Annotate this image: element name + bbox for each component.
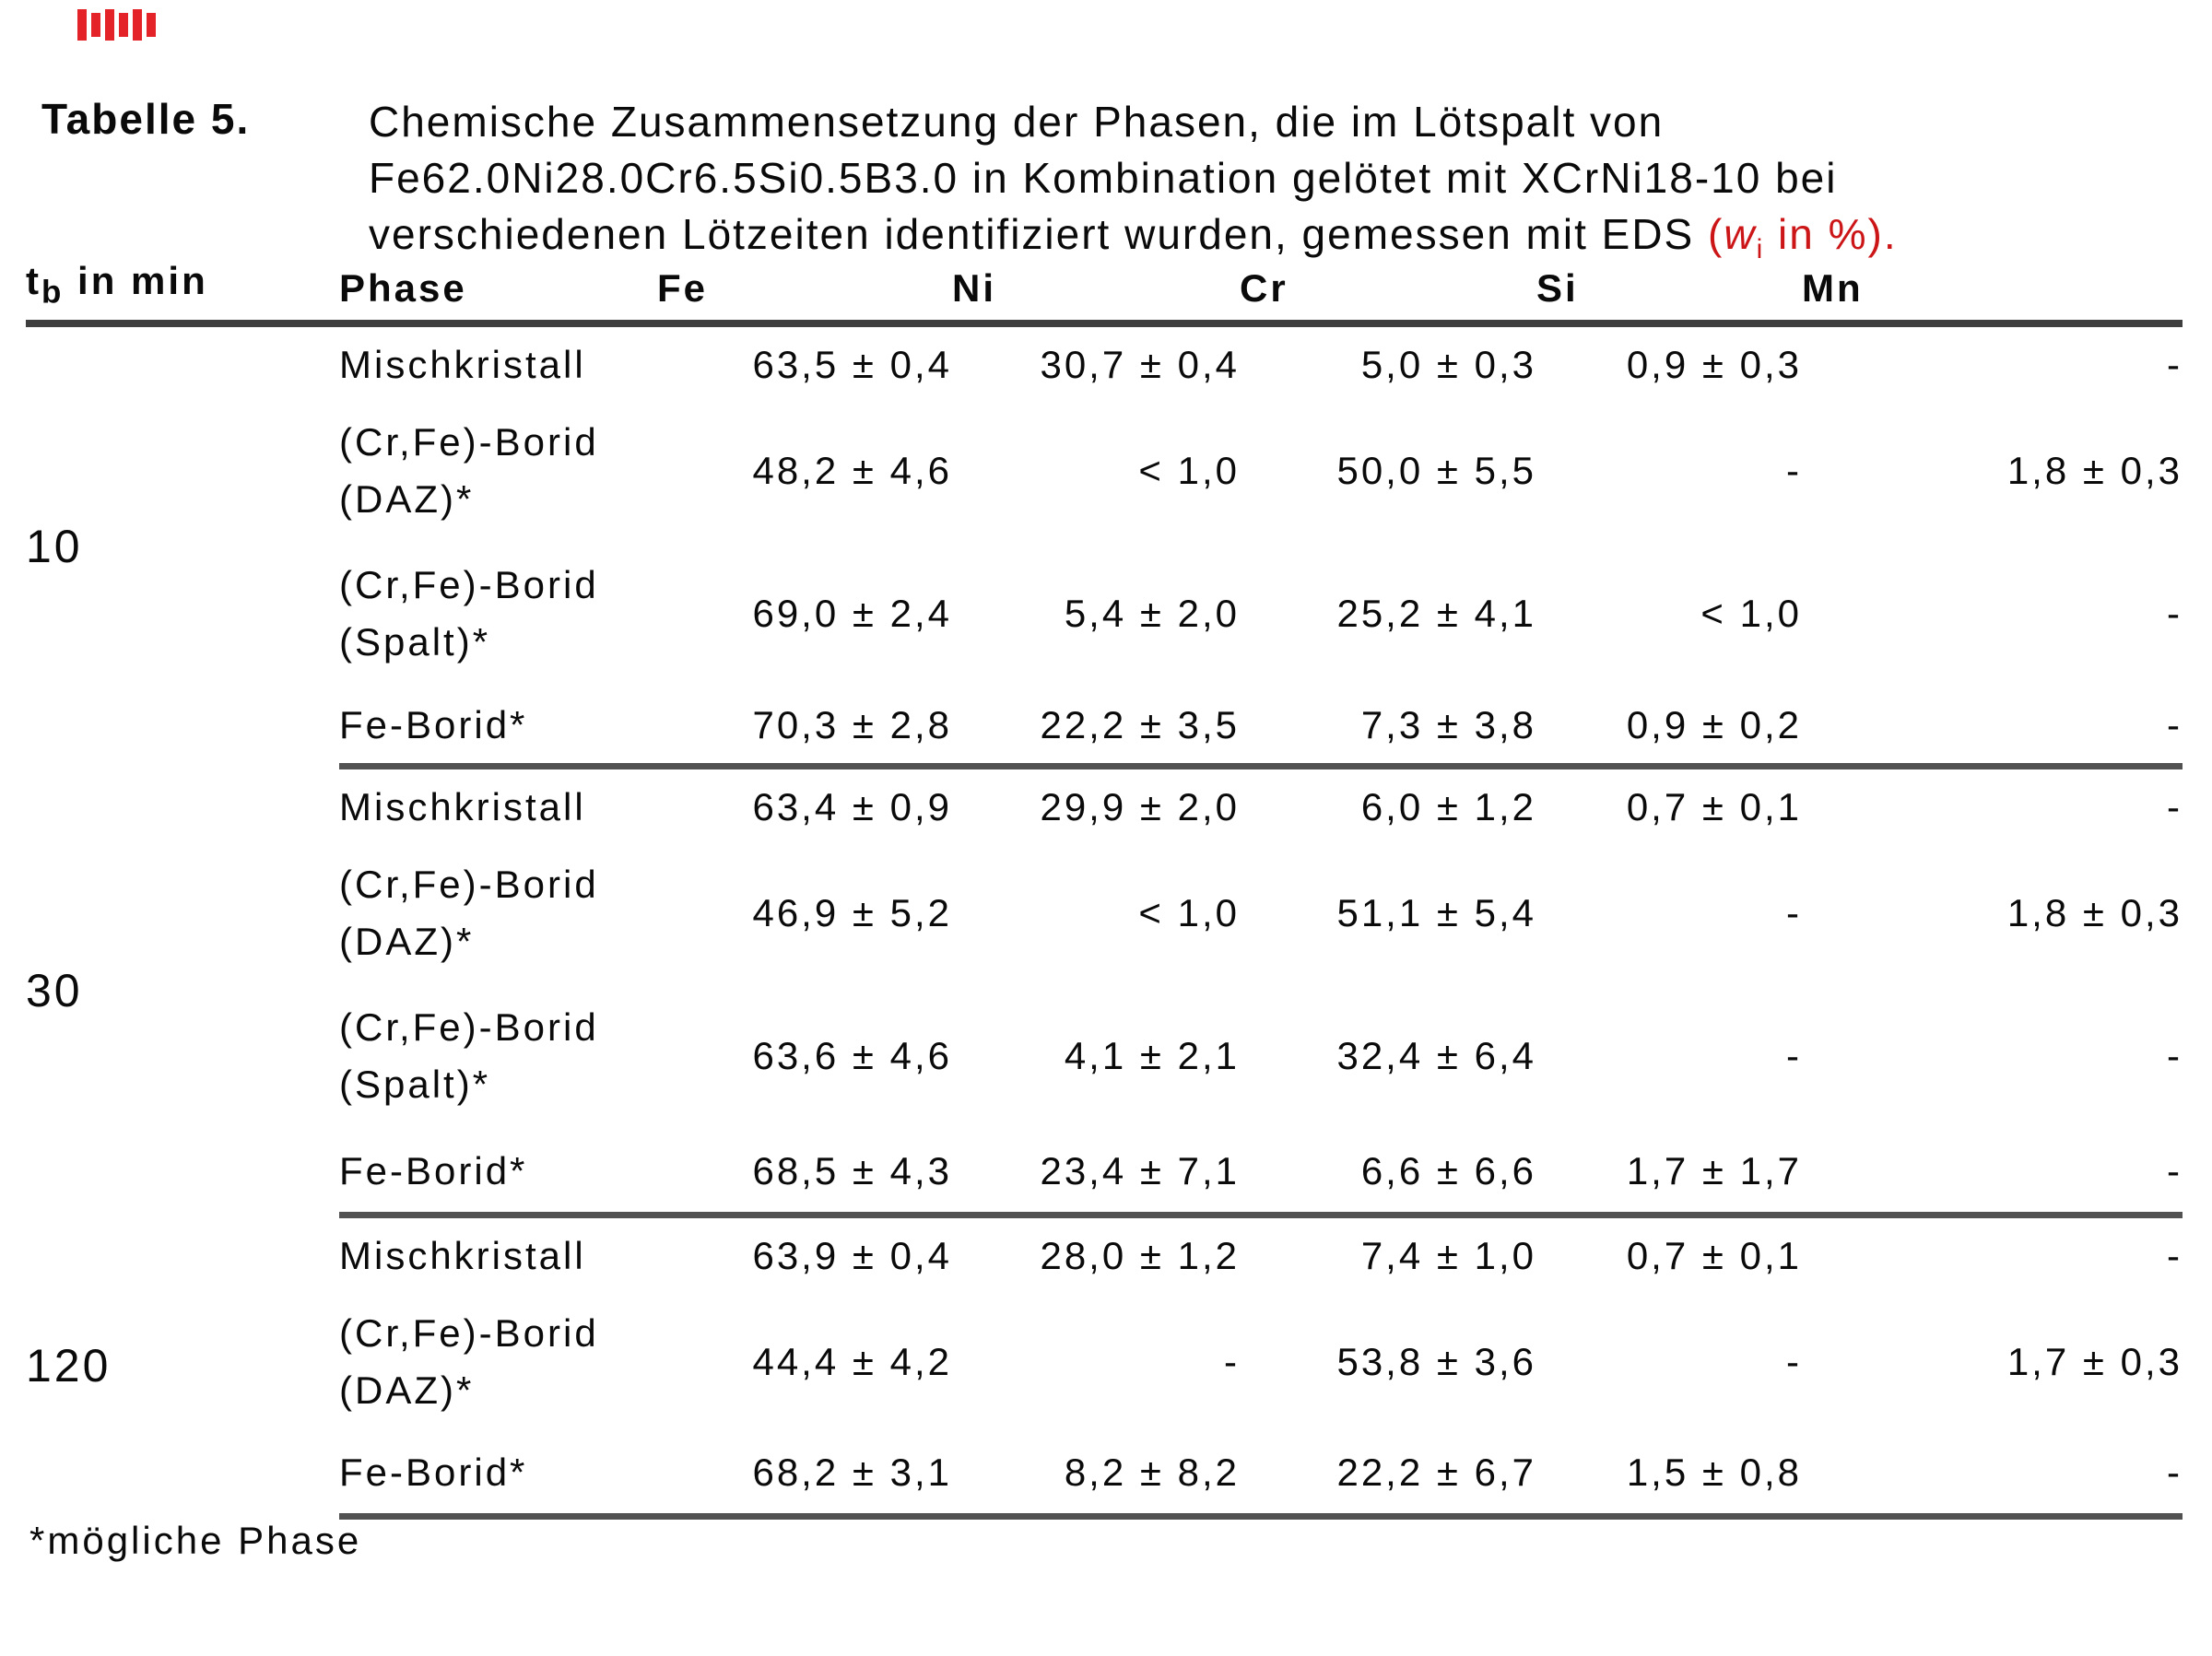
si-value: - xyxy=(1786,891,1802,935)
phase-name: Mischkristall xyxy=(339,342,586,386)
ni-value: 28,0 ± 1,2 xyxy=(1040,1233,1240,1277)
si-value: 1,7 ± 1,7 xyxy=(1536,1130,1802,1215)
ni-value: - xyxy=(1224,1340,1240,1384)
si-value: 0,7 ± 0,1 xyxy=(1626,1233,1802,1277)
phase-name: Mischkristall xyxy=(339,1233,586,1277)
red-bar-decoration xyxy=(105,9,114,41)
phase-name: Fe-Borid* xyxy=(339,1431,657,1516)
fe-value: 63,9 ± 0,4 xyxy=(752,1233,952,1277)
table-row xyxy=(26,687,2183,766)
si-value: - xyxy=(1786,1034,1802,1078)
column-header-phase: Phase xyxy=(339,259,657,323)
table-row xyxy=(26,402,2183,540)
si-value: < 1,0 xyxy=(1700,592,1802,636)
fe-value: 68,2 ± 3,1 xyxy=(657,1431,952,1516)
red-stamp-decoration xyxy=(77,9,162,42)
column-header-cr: Cr xyxy=(1240,259,1536,323)
si-value: 0,9 ± 0,2 xyxy=(1536,687,1802,766)
phase-name: (Cr,Fe)-Borid (Spalt)* xyxy=(339,563,599,664)
mn-value: - xyxy=(1802,1431,2183,1516)
mn-value: - xyxy=(2167,342,2183,386)
fe-value: 63,4 ± 0,9 xyxy=(752,784,952,828)
si-value: 0,9 ± 0,3 xyxy=(1626,342,1802,386)
ni-value: < 1,0 xyxy=(1138,449,1240,493)
time-value: 120 xyxy=(26,1339,112,1392)
ni-value: 23,4 ± 7,1 xyxy=(952,1130,1240,1215)
cr-value: 25,2 ± 4,1 xyxy=(1336,592,1536,636)
table-row xyxy=(26,1215,2183,1293)
column-header-mn: Mn xyxy=(1802,259,2183,323)
si-value: - xyxy=(1786,449,1802,493)
table-caption-label: Tabelle 5. xyxy=(41,95,251,143)
fe-value: 63,6 ± 4,6 xyxy=(752,1034,952,1078)
ni-value: < 1,0 xyxy=(1138,891,1240,935)
mn-value: - xyxy=(1802,687,2183,766)
time-block-120 xyxy=(26,1215,2183,1516)
red-bar-decoration xyxy=(119,13,128,37)
phase-composition-table xyxy=(26,259,2183,1520)
table-row xyxy=(26,540,2183,687)
table-row xyxy=(26,1130,2183,1215)
time-block-30 xyxy=(26,766,2183,1215)
phase-name: (Cr,Fe)-Borid (DAZ)* xyxy=(339,420,599,522)
phase-name: (Cr,Fe)-Borid (DAZ)* xyxy=(339,863,599,964)
cr-value: 22,2 ± 6,7 xyxy=(1240,1431,1536,1516)
cr-value: 6,0 ± 1,2 xyxy=(1360,784,1536,828)
phase-name: Fe-Borid* xyxy=(339,1130,657,1215)
table-row xyxy=(26,1431,2183,1516)
time-block-10 xyxy=(26,323,2183,766)
mn-value: 1,8 ± 0,3 xyxy=(2006,891,2183,935)
time-value: 30 xyxy=(26,964,83,1016)
fe-value: 48,2 ± 4,6 xyxy=(752,449,952,493)
column-header-si: Si xyxy=(1536,259,1802,323)
column-header-fe: Fe xyxy=(657,259,952,323)
ni-value: 4,1 ± 2,1 xyxy=(1064,1034,1240,1078)
table-footnote: *mögliche Phase xyxy=(29,1519,362,1562)
mn-value: - xyxy=(2167,1233,2183,1277)
ni-value: 30,7 ± 0,4 xyxy=(1040,342,1240,386)
caption-line-1: Chemische Zusammensetzung der Phasen, die im Lötspalt von xyxy=(369,98,1665,146)
red-bar-decoration xyxy=(77,9,87,41)
table-row xyxy=(26,982,2183,1130)
mn-value: - xyxy=(2167,592,2183,636)
table-header-row xyxy=(26,259,2183,323)
time-value: 10 xyxy=(26,521,83,573)
ni-value: 29,9 ± 2,0 xyxy=(1040,784,1240,828)
table-caption-text xyxy=(369,94,2166,277)
column-header-time: $t_b$ in min xyxy=(26,259,339,323)
caption-line-3: verschiedenen Lötzeiten identifiziert wurden, gemessen mit EDS xyxy=(369,210,1709,258)
fe-value: 70,3 ± 2,8 xyxy=(657,687,952,766)
cr-value: 7,4 ± 1,0 xyxy=(1360,1233,1536,1277)
cr-value: 5,0 ± 0,3 xyxy=(1360,342,1536,386)
ni-value: 8,2 ± 8,2 xyxy=(952,1431,1240,1516)
mn-value: 1,8 ± 0,3 xyxy=(2006,449,2183,493)
mn-value: - xyxy=(2167,784,2183,828)
phase-name: (Cr,Fe)-Borid (Spalt)* xyxy=(339,1005,599,1107)
mn-value: - xyxy=(1802,1130,2183,1215)
cr-value: 53,8 ± 3,6 xyxy=(1336,1340,1536,1384)
si-value: 1,5 ± 0,8 xyxy=(1536,1431,1802,1516)
cr-value: 32,4 ± 6,4 xyxy=(1336,1034,1536,1078)
caption-units-red: ($w_i$ in %). xyxy=(1708,210,1898,265)
phase-name: Fe-Borid* xyxy=(339,687,657,766)
fe-value: 44,4 ± 4,2 xyxy=(752,1340,952,1384)
fe-value: 46,9 ± 5,2 xyxy=(752,891,952,935)
cr-value: 51,1 ± 5,4 xyxy=(1336,891,1536,935)
table-row xyxy=(26,766,2183,844)
red-bar-decoration xyxy=(147,13,156,37)
si-value: 0,7 ± 0,1 xyxy=(1626,784,1802,828)
table-row xyxy=(26,323,2183,402)
fe-value: 63,5 ± 0,4 xyxy=(752,342,952,386)
mn-value: - xyxy=(2167,1034,2183,1078)
column-header-ni: Ni xyxy=(952,259,1240,323)
ni-value: 5,4 ± 2,0 xyxy=(1064,592,1240,636)
table-row xyxy=(26,844,2183,982)
red-bar-decoration xyxy=(133,9,142,41)
caption-line-2: Fe62.0Ni28.0Cr6.5Si0.5B3.0 in Kombination gelötet mit XCrNi18-10 bei xyxy=(369,154,1838,202)
phase-name: (Cr,Fe)-Borid (DAZ)* xyxy=(339,1311,599,1413)
mn-value: 1,7 ± 0,3 xyxy=(2006,1340,2183,1384)
fe-value: 68,5 ± 4,3 xyxy=(657,1130,952,1215)
ni-value: 22,2 ± 3,5 xyxy=(952,687,1240,766)
table-row xyxy=(26,1293,2183,1431)
cr-value: 50,0 ± 5,5 xyxy=(1336,449,1536,493)
red-bar-decoration xyxy=(91,13,100,37)
phase-name: Mischkristall xyxy=(339,784,586,828)
cr-value: 7,3 ± 3,8 xyxy=(1240,687,1536,766)
cr-value: 6,6 ± 6,6 xyxy=(1240,1130,1536,1215)
si-value: - xyxy=(1786,1340,1802,1384)
fe-value: 69,0 ± 2,4 xyxy=(752,592,952,636)
